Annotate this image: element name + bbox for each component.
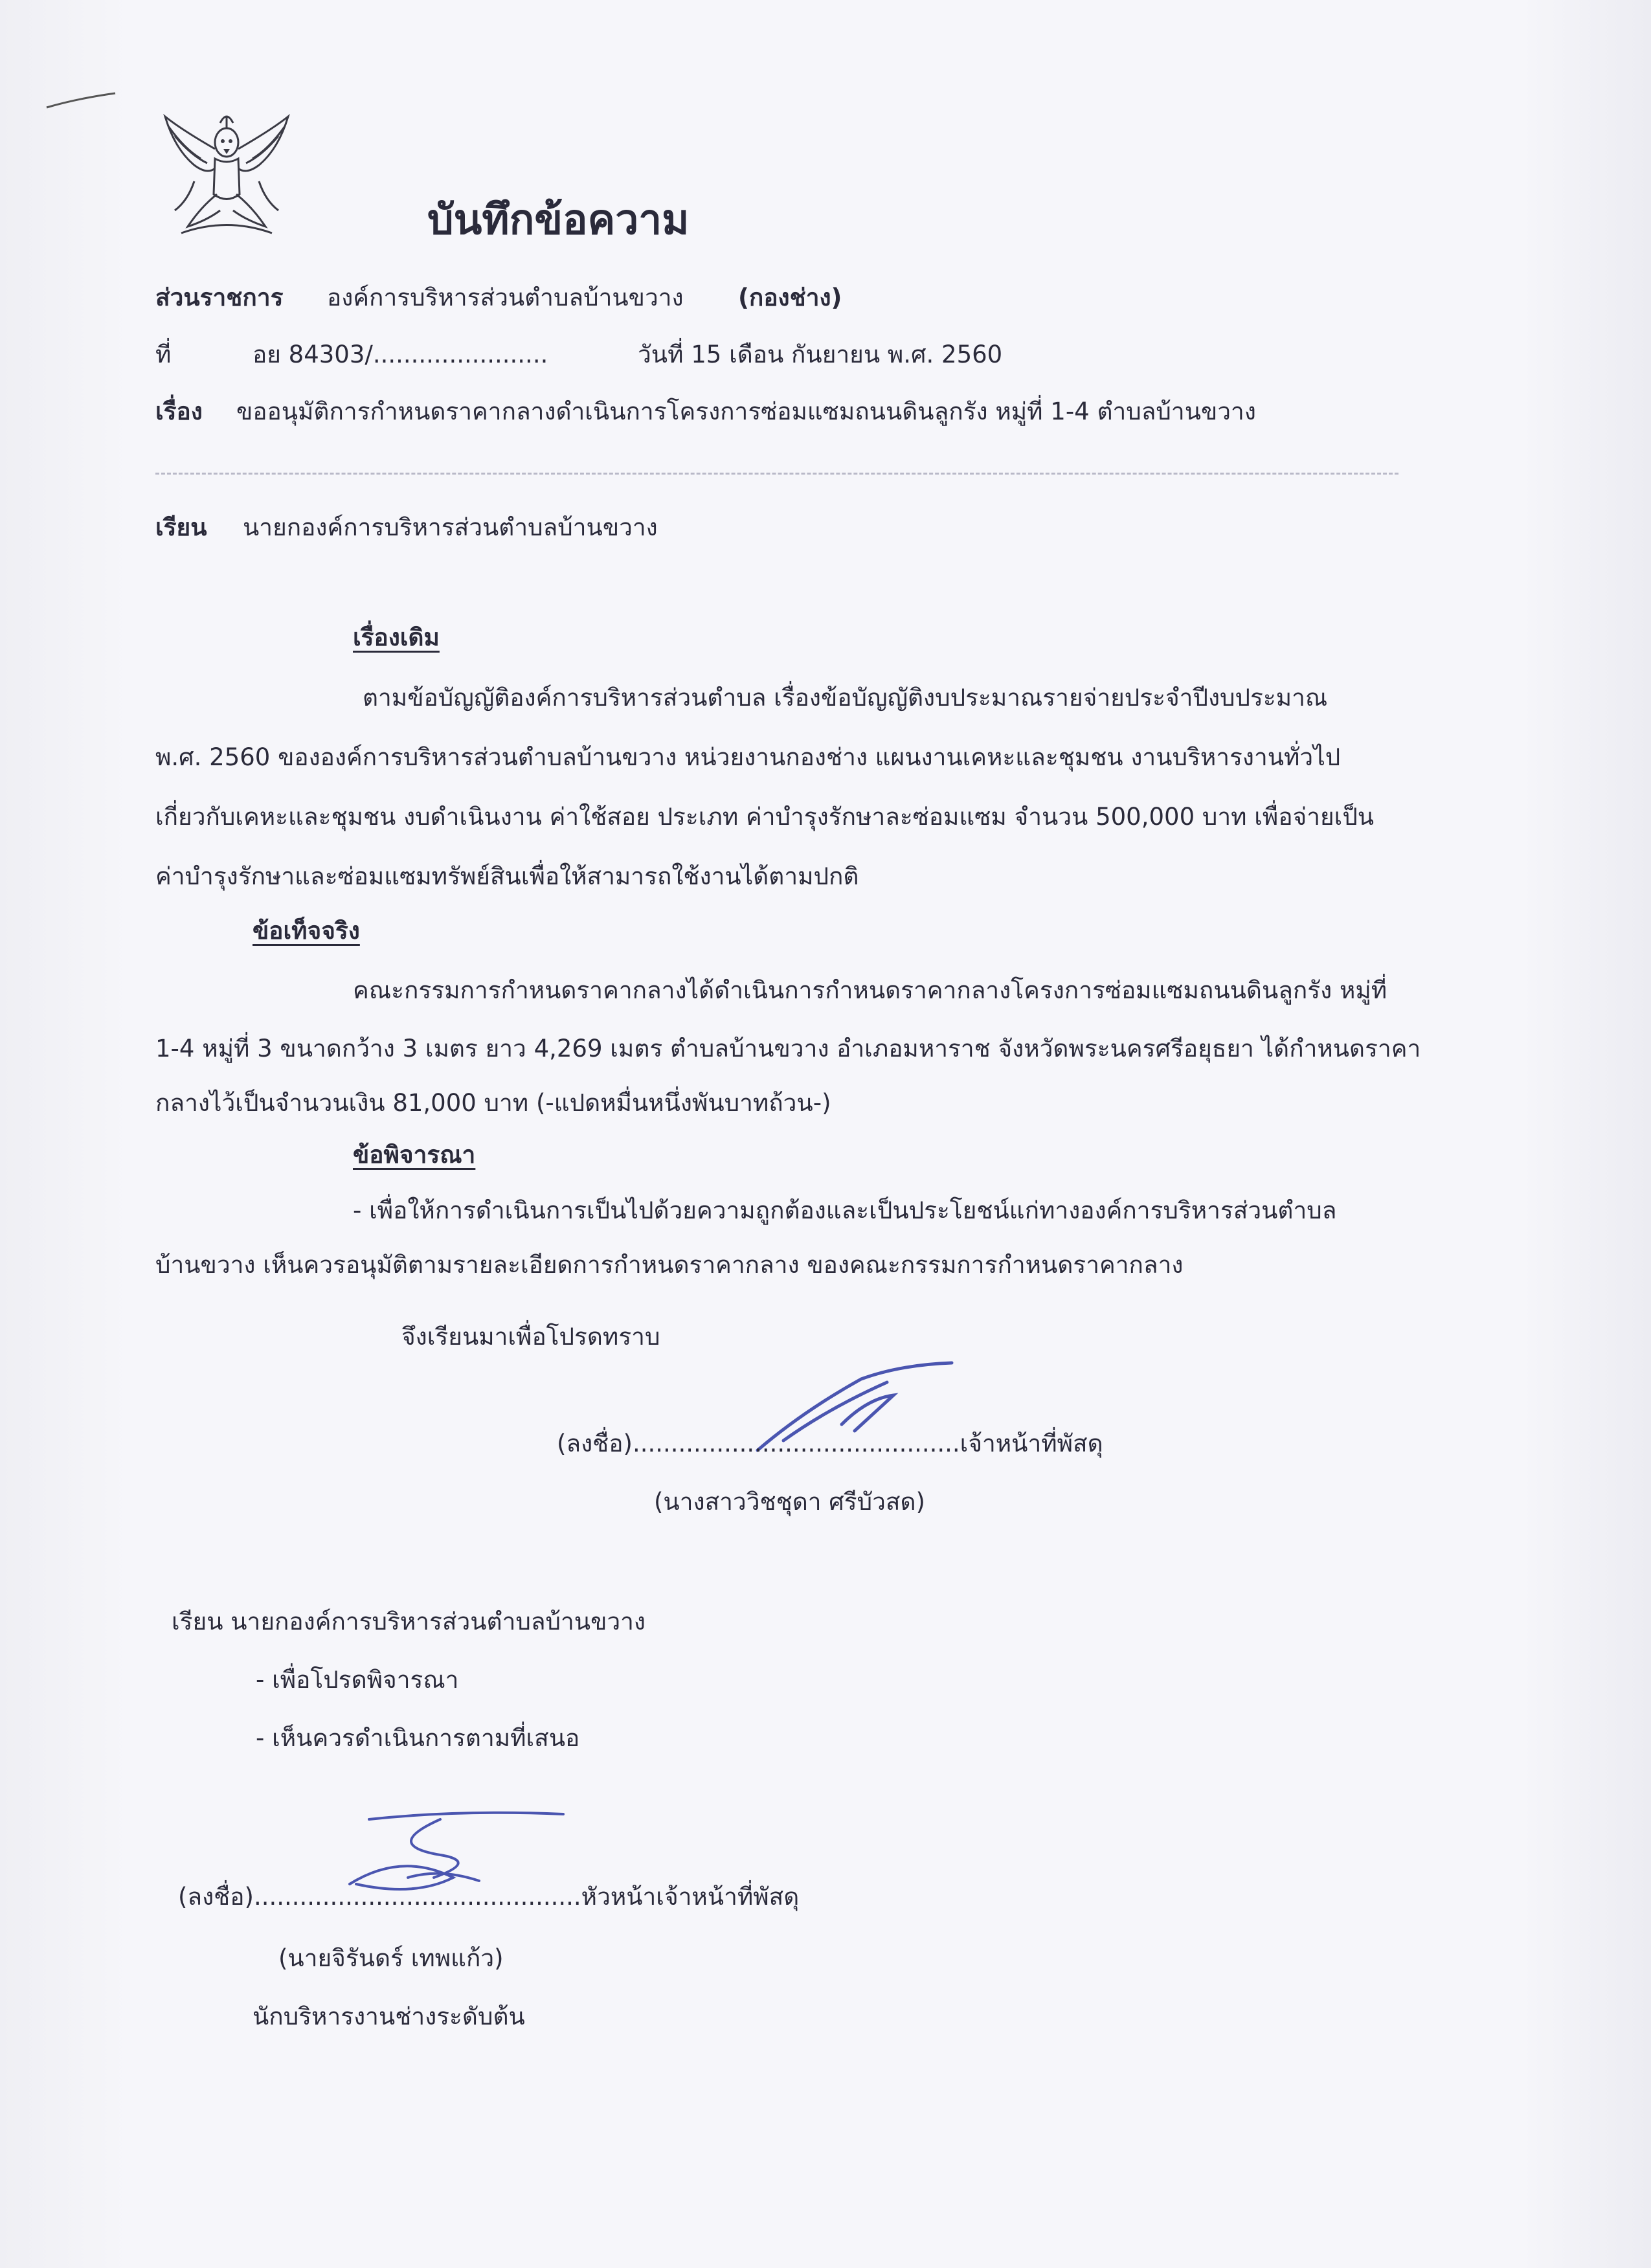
ref-value: อย 84303/....................... <box>253 341 548 368</box>
background-line: ค่าบำรุงรักษาและซ่อมแซมทรัพย์สินเพื่อให้สามารถใช้งานได้ตามปกติ <box>155 862 859 890</box>
facts-line: 1-4 หมู่ที่ 3 ขนาดกว้าง 3 เมตร ยาว 4,269 เมตร ตำบลบ้านขวาง อำเภอมหาราช จังหวัดพระนครศรีอยุธยา ได้กำหนดราคา <box>155 1035 1421 1062</box>
facts-line: กลางไว้เป็นจำนวนเงิน 81,000 บาท (-แปดหมื่นหนึ่งพันบาทถ้วน-) <box>155 1089 831 1117</box>
endorsement-to: เรียน นายกองค์การบริหารส่วนตำบลบ้านขวาง <box>172 1608 646 1635</box>
subject-label: เรื่อง <box>155 398 203 425</box>
facts-line: คณะกรรมการกำหนดราคากลางได้ดำเนินการกำหนดราคากลางโครงการซ่อมแซมถนนดินลูกรัง หมู่ที่ <box>353 976 1387 1004</box>
to-label: เรียน <box>155 513 207 541</box>
header-divider <box>155 473 1398 475</box>
department-label: ส่วนราชการ <box>155 284 284 311</box>
background-line: พ.ศ. 2560 ขององค์การบริหารส่วนตำบลบ้านขวาง หน่วยงานกองช่าง แผนงานเคหะและชุมชน งานบริหารงานทั่วไป <box>155 743 1341 771</box>
background-heading: เรื่องเดิม <box>353 623 440 651</box>
closing-line: จึงเรียนมาเพื่อโปรดทราบ <box>401 1323 660 1351</box>
pencil-mark <box>45 91 117 110</box>
endorsement-item: - เห็นควรดำเนินการตามที่เสนอ <box>256 1724 580 1752</box>
consideration-line: - เพื่อให้การดำเนินการเป็นไปด้วยความถูกต้องและเป็นประโยชน์แก่ทางองค์การบริหารส่วนตำบล <box>353 1196 1337 1224</box>
signature2-position: นักบริหารงานช่างระดับต้น <box>253 2003 525 2030</box>
to-value: นายกองค์การบริหารส่วนตำบลบ้านขวาง <box>243 513 658 541</box>
memo-title: บันทึกข้อความ <box>427 196 690 244</box>
memo-date: วันที่ 15 เดือน กันยายน พ.ศ. 2560 <box>638 341 1003 368</box>
department-value: องค์การบริหารส่วนตำบลบ้านขวาง <box>327 284 684 311</box>
department-unit: (กองช่าง) <box>738 284 842 311</box>
signature1-line: (ลงชื่อ)...........................................เจ้าหน้าที่พัสดุ <box>557 1430 1103 1457</box>
endorsement-item: - เพื่อโปรดพิจารณา <box>256 1666 459 1694</box>
signature2-line: (ลงชื่อ)...........................................หัวหน้าเจ้าหน้าที่พัสดุ <box>178 1883 800 1911</box>
background-line: เกี่ยวกับเคหะและชุมชน งบดำเนินงาน ค่าใช้สอย ประเภท ค่าบำรุงรักษาละซ่อมแซม จำนวน 500,000 บาท เพื่อจ่ายเป็น <box>155 803 1375 831</box>
garuda-emblem <box>155 104 298 243</box>
facts-heading: ข้อเท็จจริง <box>253 917 360 945</box>
signature2-name: (นายจิรันดร์ เทพแก้ว) <box>278 1944 504 1972</box>
consideration-heading: ข้อพิจารณา <box>353 1141 476 1169</box>
subject-value: ขออนุมัติการกำหนดราคากลางดำเนินการโครงการซ่อมแซมถนนดินลูกรัง หมู่ที่ 1-4 ตำบลบ้านขวาง <box>236 398 1256 425</box>
signature1-name: (นางสาววิชชุดา ศรีบัวสด) <box>654 1488 925 1516</box>
consideration-line: บ้านขวาง เห็นควรอนุมัติตามรายละเอียดการกำหนดราคากลาง ของคณะกรรมการกำหนดราคากลาง <box>155 1251 1184 1279</box>
background-line: ตามข้อบัญญัติองค์การบริหารส่วนตำบล เรื่องข้อบัญญัติงบประมาณรายจ่ายประจำปีงบประมาณ <box>363 684 1328 712</box>
ref-label: ที่ <box>155 341 172 368</box>
